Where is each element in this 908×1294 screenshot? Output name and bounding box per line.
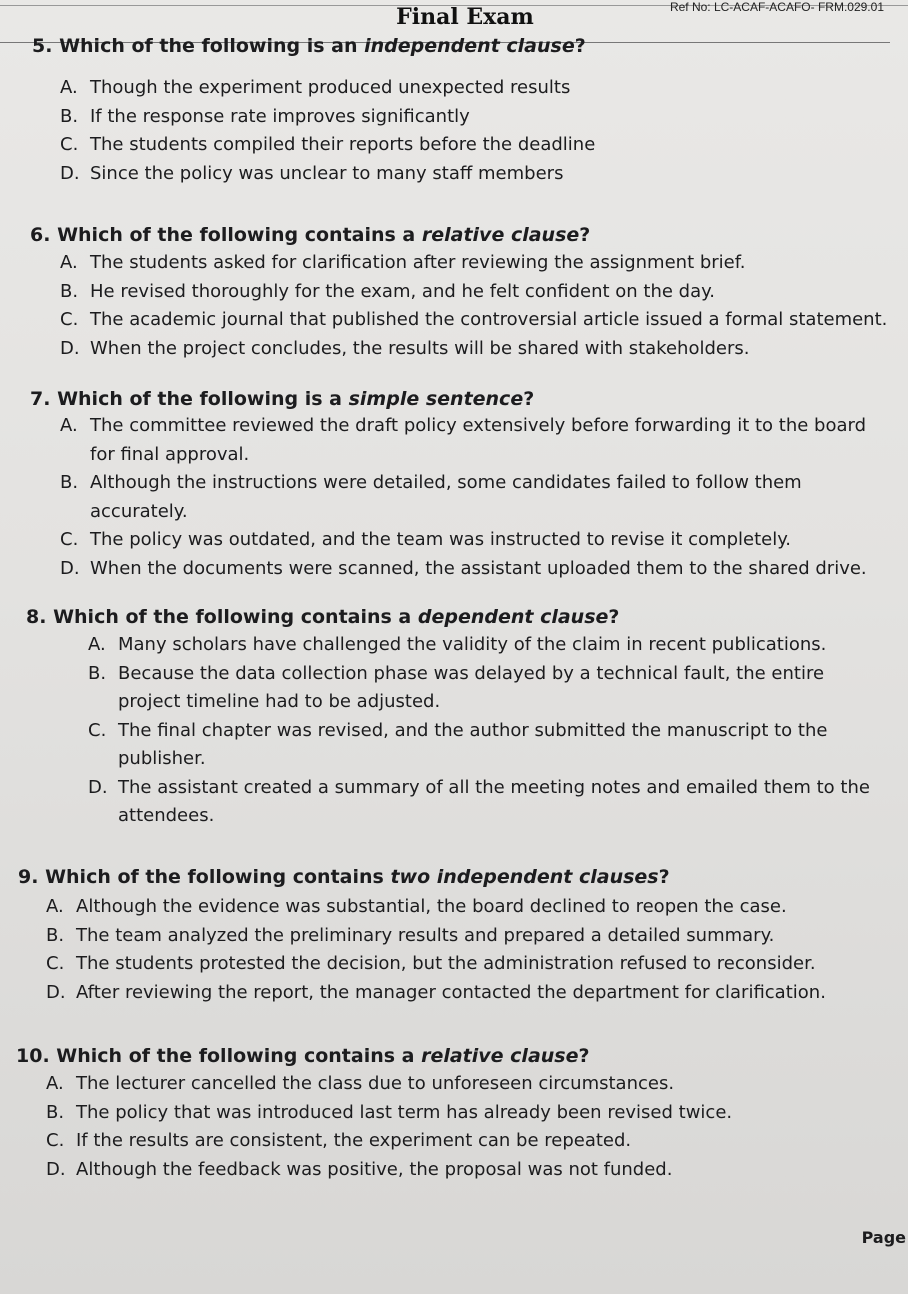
option-letter: B. xyxy=(46,1101,65,1123)
option-letter: B. xyxy=(46,924,65,946)
option-text: Because the data collection phase was delayed by a technical fault, the entire project timeline had to be adjusted. xyxy=(118,662,825,712)
option-10c[interactable] xyxy=(46,1127,908,1156)
option-9a[interactable] xyxy=(46,893,908,922)
option-5b[interactable] xyxy=(60,103,908,132)
option-text: Although the instructions were detailed, some candidates failed to follow them accurately. xyxy=(90,472,802,522)
option-letter: C. xyxy=(60,309,79,330)
question-number: 5. xyxy=(32,35,53,57)
option-text: Although the feedback was positive, the proposal was not funded. xyxy=(76,1158,673,1180)
option-letter: D. xyxy=(60,162,80,184)
option-text: The final chapter was revised, and the author submitted the manuscript to the publisher. xyxy=(118,719,828,769)
option-letter: A. xyxy=(46,1073,64,1094)
option-6d[interactable] xyxy=(60,335,908,364)
option-letter: D. xyxy=(46,1158,66,1180)
option-letter: C. xyxy=(88,719,107,741)
question-8 xyxy=(0,604,908,831)
option-text: The lecturer cancelled the class due to unforeseen circumstances. xyxy=(76,1073,675,1094)
question-number: 7. xyxy=(30,388,51,410)
option-letter: A. xyxy=(88,634,106,655)
option-text: The students asked for clarification after reviewing the assignment brief. xyxy=(90,252,746,273)
question-emphasis: relative clause xyxy=(421,1045,579,1067)
option-8a[interactable] xyxy=(88,631,888,660)
option-text: Though the experiment produced unexpected results xyxy=(90,77,571,98)
question-emphasis: independent clause xyxy=(364,35,575,57)
option-text: Although the evidence was substantial, the board declined to reopen the case. xyxy=(76,896,787,917)
question-prefix: Which of the following contains a xyxy=(56,1045,422,1067)
option-text: He revised thoroughly for the exam, and he felt confident on the day. xyxy=(90,280,715,302)
question-prefix: Which of the following contains xyxy=(45,866,391,888)
question-5 xyxy=(0,33,908,188)
question-5-text xyxy=(32,33,908,59)
question-10 xyxy=(0,1043,908,1184)
option-8d[interactable] xyxy=(88,774,888,831)
question-10-text xyxy=(16,1043,908,1069)
option-text: The students protested the decision, but the administration refused to reconsider. xyxy=(76,953,816,974)
question-suffix: ? xyxy=(658,866,670,888)
option-text: When the project concludes, the results will be shared with stakeholders. xyxy=(90,337,750,359)
reference-number: Ref No: LC-ACAF-ACAFO- FRM.029.01 xyxy=(669,0,884,14)
option-text: If the response rate improves significantly xyxy=(90,105,470,127)
option-letter: D. xyxy=(60,337,80,359)
option-letter: A. xyxy=(60,415,78,436)
question-7 xyxy=(0,386,908,583)
option-text: The policy that was introduced last term has already been revised twice. xyxy=(76,1101,733,1123)
question-9-text xyxy=(18,864,908,890)
option-text: The academic journal that published the controversial article issued a formal statement. xyxy=(90,309,888,330)
option-7c[interactable] xyxy=(60,526,878,555)
option-letter: C. xyxy=(60,529,79,550)
option-10d[interactable] xyxy=(46,1156,908,1185)
question-number: 9. xyxy=(18,866,39,888)
question-number: 8. xyxy=(26,606,47,628)
option-text: Since the policy was unclear to many staff members xyxy=(90,162,564,184)
option-letter: A. xyxy=(60,77,78,98)
option-10b[interactable] xyxy=(46,1099,908,1128)
option-8b[interactable] xyxy=(88,660,888,717)
option-text: The assistant created a summary of all the meeting notes and emailed them to the attendees. xyxy=(118,776,870,826)
question-emphasis: dependent clause xyxy=(417,606,609,628)
question-suffix: ? xyxy=(578,1045,590,1067)
option-letter: D. xyxy=(46,981,66,1003)
option-letter: D. xyxy=(88,776,108,798)
option-text: The students compiled their reports before the deadline xyxy=(90,134,596,155)
option-7d[interactable] xyxy=(60,555,878,584)
option-text: Many scholars have challenged the validity of the claim in recent publications. xyxy=(118,634,827,655)
option-text: The committee reviewed the draft policy extensively before forwarding it to the board for final approval. xyxy=(90,415,867,465)
question-9 xyxy=(0,864,908,1007)
question-number: 10. xyxy=(16,1045,50,1067)
option-text: The policy was outdated, and the team was instructed to revise it completely. xyxy=(90,529,792,550)
question-6-text xyxy=(30,222,908,248)
option-text: If the results are consistent, the experiment can be repeated. xyxy=(76,1130,632,1151)
option-text: When the documents were scanned, the assistant uploaded them to the shared drive. xyxy=(90,557,867,579)
question-prefix: Which of the following is a xyxy=(57,388,349,410)
option-6c[interactable] xyxy=(60,306,908,335)
question-suffix: ? xyxy=(523,388,535,410)
option-6b[interactable] xyxy=(60,278,908,307)
option-5c[interactable] xyxy=(60,131,908,160)
question-suffix: ? xyxy=(579,224,591,246)
option-text: The team analyzed the preliminary results and prepared a detailed summary. xyxy=(76,924,775,946)
option-8c[interactable] xyxy=(88,717,888,774)
option-text: After reviewing the report, the manager contacted the department for clarification. xyxy=(76,981,826,1003)
page-title: Final Exam xyxy=(396,4,534,30)
question-6 xyxy=(0,222,908,363)
option-letter: C. xyxy=(60,134,79,155)
question-7-text xyxy=(30,386,908,412)
option-9c[interactable] xyxy=(46,950,908,979)
option-6a[interactable] xyxy=(60,249,908,278)
option-letter: A. xyxy=(46,896,64,917)
option-letter: C. xyxy=(46,1130,65,1151)
option-letter: B. xyxy=(88,662,107,684)
option-letter: C. xyxy=(46,953,65,974)
option-9b[interactable] xyxy=(46,922,908,951)
option-5d[interactable] xyxy=(60,160,908,189)
option-letter: B. xyxy=(60,280,79,302)
option-9d[interactable] xyxy=(46,979,908,1008)
option-5a[interactable] xyxy=(60,74,908,103)
question-prefix: Which of the following contains a xyxy=(57,224,422,246)
page-label: Page xyxy=(861,1228,906,1247)
question-emphasis: simple sentence xyxy=(348,388,524,410)
option-letter: B. xyxy=(60,472,79,493)
question-emphasis: relative clause xyxy=(421,224,580,246)
question-prefix: Which of the following is an xyxy=(59,35,365,57)
option-letter: A. xyxy=(60,252,78,273)
question-suffix: ? xyxy=(574,35,586,57)
option-7b[interactable] xyxy=(60,469,878,526)
option-letter: B. xyxy=(60,105,79,127)
option-letter: D. xyxy=(60,557,80,579)
question-number: 6. xyxy=(30,224,51,246)
question-prefix: Which of the following contains a xyxy=(53,606,418,628)
option-7a[interactable] xyxy=(60,412,878,469)
question-emphasis: two independent clauses xyxy=(390,866,659,888)
option-10a[interactable] xyxy=(46,1070,908,1099)
question-8-text xyxy=(26,604,908,630)
question-suffix: ? xyxy=(608,606,620,628)
